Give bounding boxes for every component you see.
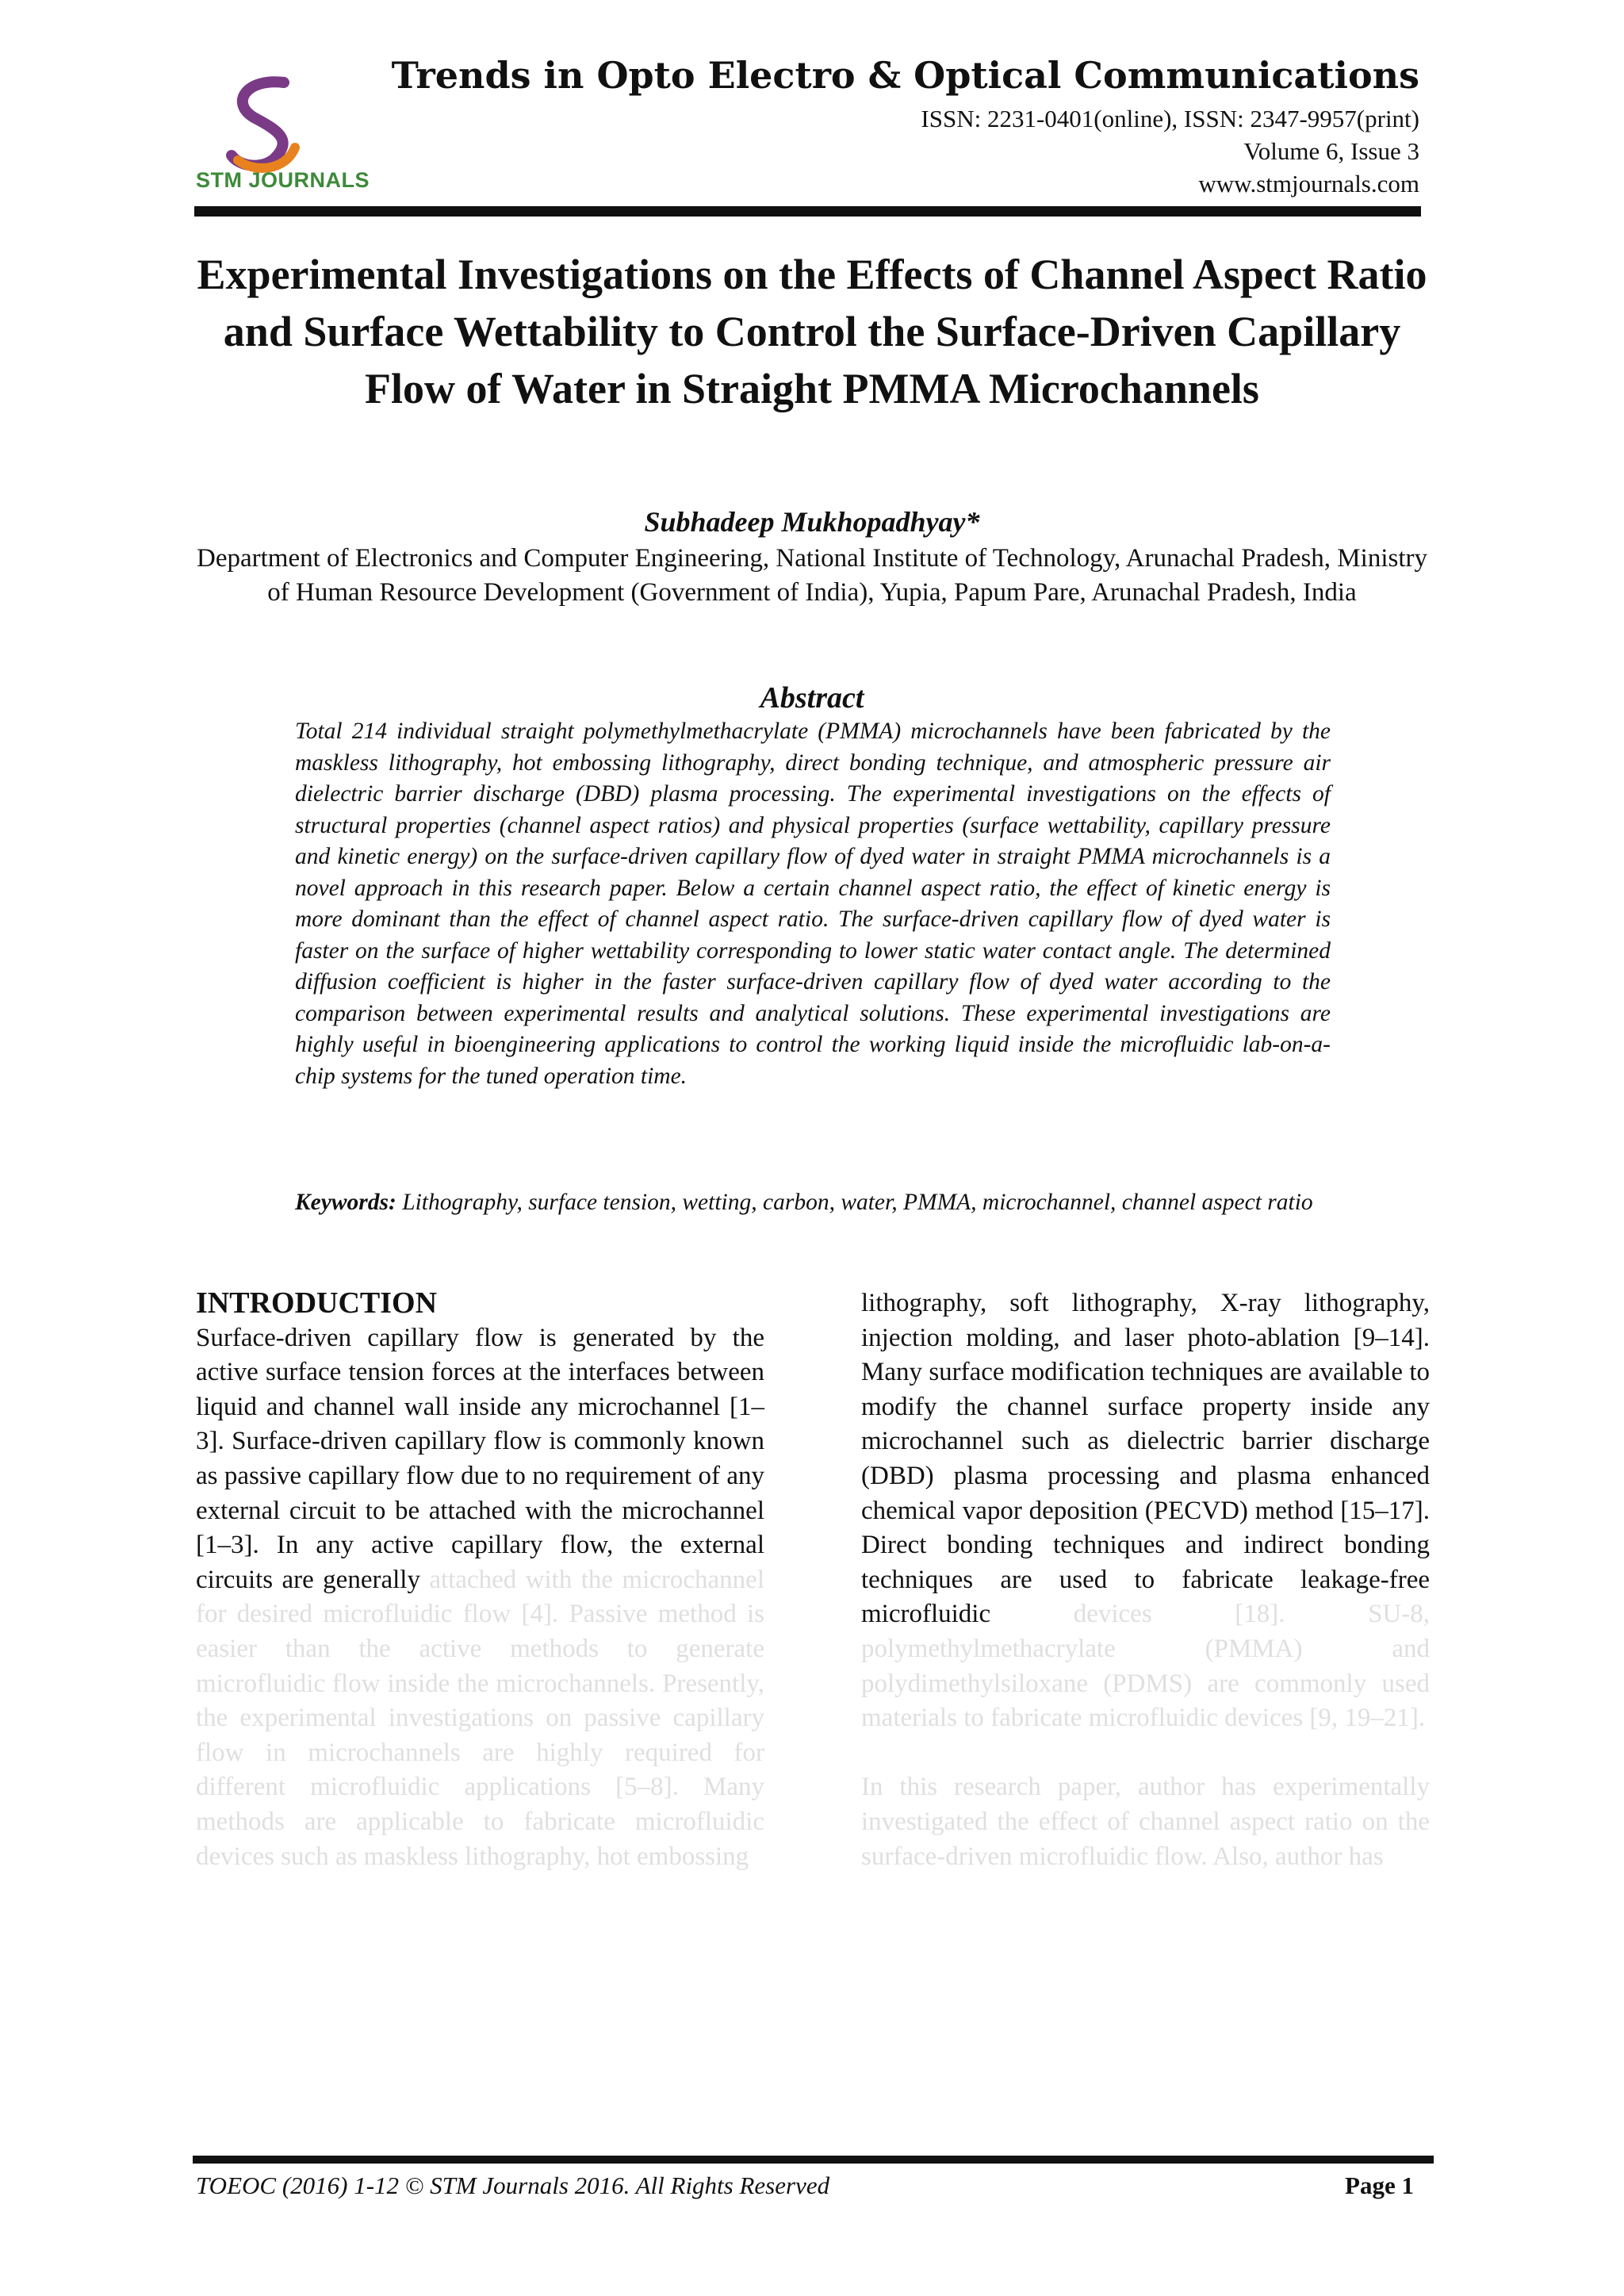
header-divider (194, 206, 1421, 217)
intro-paragraph-faded: attached with the microchannel for desired microfluidic flow [4]. Passive method is easier than the active methods to generate microfluidic flow inside the microchannels. Presently, the experimental investigations on passive capillary flow in microchannels are highly required for different microfluidic applications [5–8]. Many methods are applicable to fabricate microfluidic devices such as maskless lithography, hot embossing (196, 1565, 764, 1871)
keywords (295, 1187, 1331, 1219)
paragraph-gap (861, 1736, 1430, 1771)
author-name: Subhadeep Mukhopadhyay* (644, 506, 980, 538)
keywords-label: Keywords: (295, 1190, 396, 1215)
keywords-text: Lithography, surface tension, wetting, carbon, water, PMMA, microchannel, channel aspect ratio (402, 1190, 1313, 1215)
journal-website-link[interactable]: www.stmjournals.com (1198, 170, 1419, 197)
journal-title: Trends in Opto Electro & Optical Communications (391, 54, 1419, 97)
paper-title: Experimental Investigations on the Effects of Channel Aspect Ratio and Surface Wettability to Control the Surface-Driven Capillary Flow of Water in Straight PMMA Microchannels (197, 251, 1427, 412)
body-column-left (196, 1286, 764, 1874)
footer-divider (193, 2156, 1434, 2164)
abstract-heading: Abstract (760, 681, 864, 715)
right-paragraph-faded-2: In this research paper, author has experimentally investigated the effect of channel aspect ratio on the surface-driven microfluidic flow. Also, author has (861, 1773, 1430, 1871)
body-column-right (861, 1286, 1430, 1874)
page-number: Page 1 (1345, 2171, 1414, 2199)
right-paragraph-faded: devices [18]. SU-8, polymethylmethacrylate (PMMA) and polydimethylsiloxane (PDMS) are commonly used materials to fabricate microfluidic devices [9, 19–21]. (861, 1600, 1430, 1733)
author-affiliation: Department of Electronics and Computer Engineering, National Institute of Technology, Arunachal Pradesh, Ministry of Human Resource Development (Government of India), Yupia, Papum Pare, Arunachal Pradesh, India (197, 544, 1427, 607)
introduction-heading: INTRODUCTION (196, 1286, 438, 1320)
volume-issue: Volume 6, Issue 3 (1243, 137, 1419, 165)
issn-line: ISSN: 2231-0401(online), ISSN: 2347-9957(print) (921, 105, 1419, 132)
right-paragraph-visible: lithography, soft lithography, X-ray lithography, injection molding, and laser photo-ablation [9–14]. Many surface modification techniques are available to modify the channel surface property inside any microchannel such as dielectric barrier discharge (DBD) plasma processing and plasma enhanced chemical vapor deposition (PECVD) method [15–17]. Direct bonding techniques and indirect bonding techniques are used to fabricate leakage-free microfluidic (861, 1289, 1430, 1629)
footer-citation: TOEOC (2016) 1-12 © STM Journals 2016. All Rights Reserved (196, 2171, 830, 2199)
intro-paragraph-visible: Surface-driven capillary flow is generated by the active surface tension forces at the interfaces between liquid and channel wall inside any microchannel [1–3]. Surface-driven capillary flow is commonly known as passive capillary flow due to no requirement of any external circuit to be attached with the microchannel [1–3]. In any active capillary flow, the external circuits are generally (196, 1323, 764, 1594)
abstract-text: Total 214 individual straight polymethylmethacrylate (PMMA) microchannels have been fabricated by the maskless lithography, hot embossing lithography, direct bonding technique, and atmospheric pressure air dielectric barrier discharge (DBD) plasma processing. The experimental investigations on the effects of structural properties (channel aspect ratios) and physical properties (surface wettability, capillary pressure and kinetic energy) on the surface-driven capillary flow of dyed water in straight PMMA microchannels is a novel approach in this research paper. Below a certain channel aspect ratio, the effect of kinetic energy is more dominant than the effect of channel aspect ratio. The surface-driven capillary flow of dyed water is faster on the surface of higher wettability corresponding to lower static water contact angle. The determined diffusion coefficient is higher in the faster surface-driven capillary flow of dyed water according to the comparison between experimental results and analytical solutions. These experimental investigations are highly useful in bioengineering applications to control the working liquid inside the microfluidic lab-on-a-chip systems for the tuned operation time. (295, 719, 1331, 1089)
logo-text: STM JOURNALS (196, 168, 370, 192)
